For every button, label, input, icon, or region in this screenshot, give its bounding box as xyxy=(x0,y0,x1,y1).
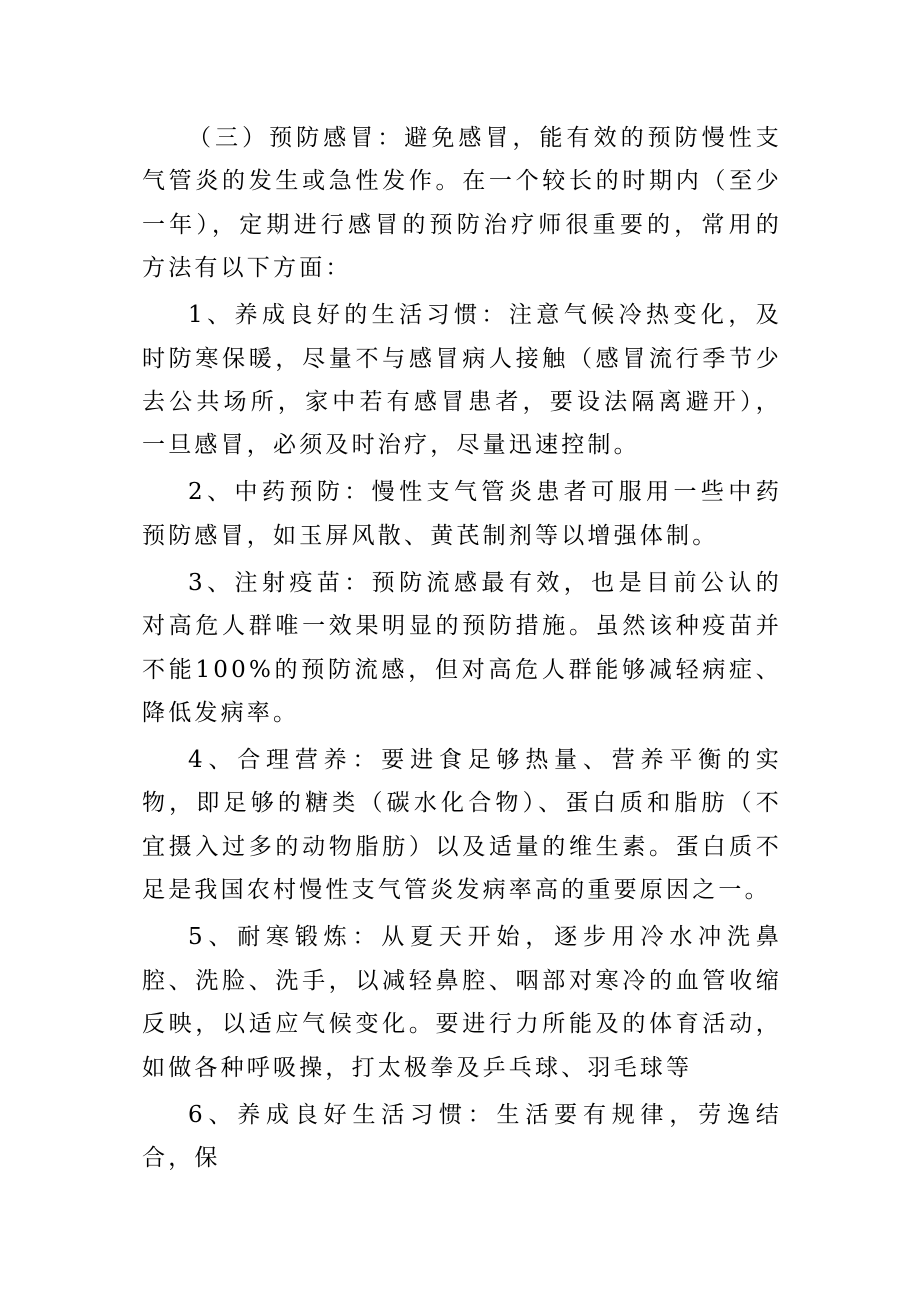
paragraph-vaccination: 3、注射疫苗：预防流感最有效，也是目前公认的对高危人群唯一效果明显的预防措施。虽然该种疫苗并不能100%的预防流感，但对高危人群能够减轻病症、降低发病率。 xyxy=(142,569,782,727)
paragraph-cold-training: 5、耐寒锻炼：从夏天开始，逐步用冷水冲洗鼻腔、洗脸、洗手，以减轻鼻腔、咽部对寒冷的血管收缩反映，以适应气候变化。要进行力所能及的体育活动，如做各种呼吸操，打太极拳及乒乓球、羽毛球等 xyxy=(142,924,782,1081)
paragraph-prevent-cold: （三）预防感冒：避免感冒，能有效的预防慢性支气管炎的发生或急性发作。在一个较长的时期内（至少一年），定期进行感冒的预防治疗师很重要的，常用的方法有以下方面： xyxy=(142,125,782,282)
paragraph-living-habits: 1、养成良好的生活习惯：注意气候冷热变化，及时防寒保暖，尽量不与感冒病人接触（感冒流行季节少去公共场所，家中若有感冒患者，要设法隔离避开），一旦感冒，必须及时治疗，尽量迅速控制。 xyxy=(142,302,782,459)
paragraph-herbal-prevention: 2、中药预防：慢性支气管炎患者可服用一些中药预防感冒，如玉屏风散、黄芪制剂等以增强体制。 xyxy=(142,479,782,549)
document-body xyxy=(142,117,782,1180)
paragraph-nutrition: 4、合理营养：要进食足够热量、营养平衡的实物，即足够的糖类（碳水化合物）、蛋白质和脂肪（不宜摄入过多的动物脂肪）以及适量的维生素。蛋白质不足是我国农村慢性支气管炎发病率高的重要原因之一。 xyxy=(142,747,782,904)
paragraph-regular-life: 6、养成良好生活习惯：生活要有规律，劳逸结合，保 xyxy=(142,1101,782,1171)
